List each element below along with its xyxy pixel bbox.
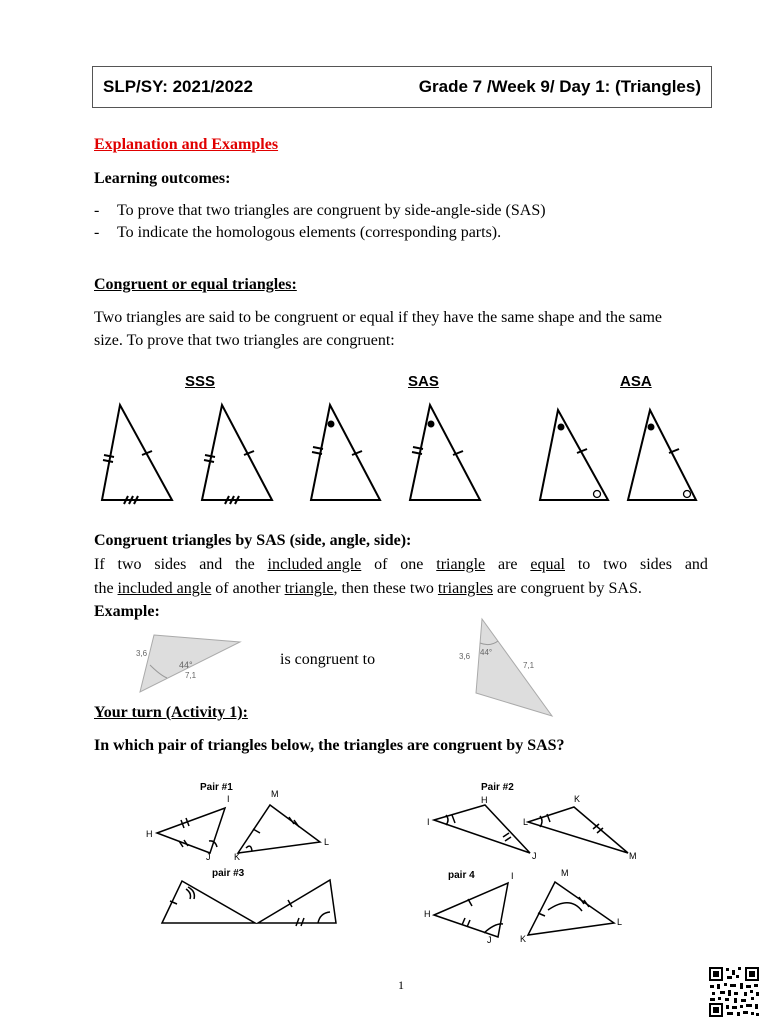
svg-text:J: J bbox=[206, 852, 211, 862]
pair-4-label: pair 4 bbox=[448, 870, 475, 881]
sss-triangle-2 bbox=[202, 405, 272, 500]
word: two bbox=[117, 556, 142, 573]
word: are bbox=[497, 556, 518, 573]
activity-triangle-pairs-figure bbox=[0, 775, 768, 955]
outcome-text-2: To indicate the homologous elements (corresponding parts). bbox=[117, 224, 502, 241]
pair1-triangle-a bbox=[157, 808, 225, 853]
triangles-link[interactable]: triangles bbox=[437, 580, 493, 597]
svg-text:L: L bbox=[523, 817, 529, 827]
asa-triangle-1 bbox=[540, 410, 608, 500]
svg-text:H: H bbox=[146, 829, 153, 839]
svg-text:I: I bbox=[227, 794, 230, 804]
pair4-triangle-a bbox=[434, 883, 508, 937]
svg-text:K: K bbox=[234, 852, 241, 862]
pair3-triangle-a bbox=[162, 881, 255, 923]
svg-text:M: M bbox=[271, 789, 279, 799]
page-number: 1 bbox=[398, 978, 404, 992]
asa-label: ASA bbox=[620, 373, 652, 390]
activity-question: In which pair of triangles below, the triangles are congruent by SAS? bbox=[94, 737, 565, 754]
pair-1-label: Pair #1 bbox=[200, 782, 233, 793]
asa-triangle-2 bbox=[628, 410, 696, 500]
sas-heading: Congruent triangles by SAS (side, angle, side): bbox=[94, 532, 412, 549]
outcome-text-1: To prove that two triangles are congruent by side-angle-side (SAS) bbox=[117, 202, 546, 219]
bullet-dash: - bbox=[94, 224, 100, 241]
example2-side-b: 7,1 bbox=[523, 661, 535, 670]
svg-text:M: M bbox=[629, 851, 637, 861]
word: sides bbox=[154, 556, 187, 573]
example-triangle-1 bbox=[130, 630, 250, 695]
svg-text:K: K bbox=[574, 794, 581, 804]
svg-text:J: J bbox=[532, 851, 537, 861]
svg-text:M: M bbox=[561, 868, 569, 878]
section-title: Explanation and Examples bbox=[94, 136, 279, 153]
triangle-link[interactable]: triangle bbox=[284, 580, 334, 597]
example2-side-a: 3,6 bbox=[459, 652, 471, 661]
svg-text:H: H bbox=[481, 795, 488, 805]
word: If bbox=[94, 556, 105, 573]
sas-triangle-2 bbox=[410, 405, 480, 500]
qr-code-icon[interactable] bbox=[708, 966, 760, 1018]
svg-text:I: I bbox=[427, 817, 430, 827]
equal-link[interactable]: equal bbox=[530, 556, 565, 573]
asa-angle-dot-1 bbox=[558, 424, 565, 431]
example2-angle: 44° bbox=[480, 648, 493, 657]
asa-angle-dot-2 bbox=[648, 424, 655, 431]
bullet-dash: - bbox=[94, 202, 100, 219]
criteria-triangles-figure bbox=[0, 395, 768, 510]
header-box bbox=[92, 66, 712, 108]
word: to bbox=[577, 556, 591, 573]
included-angle-link[interactable]: included angle bbox=[117, 580, 212, 597]
word: , then these two bbox=[333, 580, 434, 597]
sas-angle-dot-1 bbox=[328, 421, 335, 428]
congruent-heading: Congruent or equal triangles: bbox=[94, 276, 297, 293]
word: two bbox=[603, 556, 628, 573]
sas-definition-line-2 bbox=[94, 580, 642, 598]
word: of bbox=[374, 556, 388, 573]
pair3-triangle-b bbox=[258, 880, 336, 923]
svg-text:L: L bbox=[617, 917, 623, 927]
outcome-bullet-1 bbox=[94, 202, 546, 220]
is-congruent-to-text: is congruent to bbox=[280, 651, 376, 668]
word: the bbox=[235, 556, 255, 573]
sas-label: SAS bbox=[408, 373, 439, 390]
word: and bbox=[199, 556, 223, 573]
word: are congruent by SAS. bbox=[497, 580, 642, 597]
congruent-line-1: Two triangles are said to be congruent or equal if they have the same shape and the same bbox=[94, 309, 663, 326]
included-angle-link[interactable]: included angle bbox=[267, 556, 362, 573]
example-triangle-2 bbox=[455, 615, 565, 720]
svg-text:I: I bbox=[511, 871, 514, 881]
sas-angle-dot-2 bbox=[428, 421, 435, 428]
pair-2-label: Pair #2 bbox=[481, 782, 514, 793]
svg-text:L: L bbox=[324, 837, 330, 847]
example1-side-a: 3,6 bbox=[136, 649, 148, 658]
example1-side-b: 7,1 bbox=[185, 671, 197, 680]
sss-triangle-1 bbox=[102, 405, 172, 500]
pair-3-label: pair #3 bbox=[212, 868, 245, 879]
pair2-triangle-a bbox=[434, 805, 530, 853]
school-year-label: SLP/SY: 2021/2022 bbox=[103, 77, 253, 96]
learning-outcomes-heading: Learning outcomes: bbox=[94, 170, 231, 187]
word: and bbox=[684, 556, 708, 573]
word: one bbox=[400, 556, 424, 573]
svg-text:J: J bbox=[487, 935, 492, 945]
triangle-link[interactable]: triangle bbox=[436, 556, 486, 573]
activity-heading: Your turn (Activity 1): bbox=[94, 704, 248, 721]
congruent-line-2: size. To prove that two triangles are congruent: bbox=[94, 332, 395, 349]
sss-label: SSS bbox=[185, 373, 216, 390]
lesson-label: Grade 7 /Week 9/ Day 1: (Triangles) bbox=[418, 77, 701, 96]
svg-text:K: K bbox=[520, 934, 527, 944]
word: of another bbox=[215, 580, 281, 597]
pair4-triangle-b bbox=[528, 882, 614, 935]
sas-definition-line-1 bbox=[94, 556, 708, 574]
sas-triangle-1 bbox=[311, 405, 380, 500]
example-heading: Example: bbox=[94, 603, 160, 620]
word: the bbox=[94, 580, 114, 597]
example1-angle: 44° bbox=[179, 660, 193, 670]
outcome-bullet-2 bbox=[94, 224, 502, 242]
pair2-triangle-b bbox=[528, 807, 628, 853]
svg-text:H: H bbox=[424, 909, 431, 919]
word: sides bbox=[639, 556, 672, 573]
